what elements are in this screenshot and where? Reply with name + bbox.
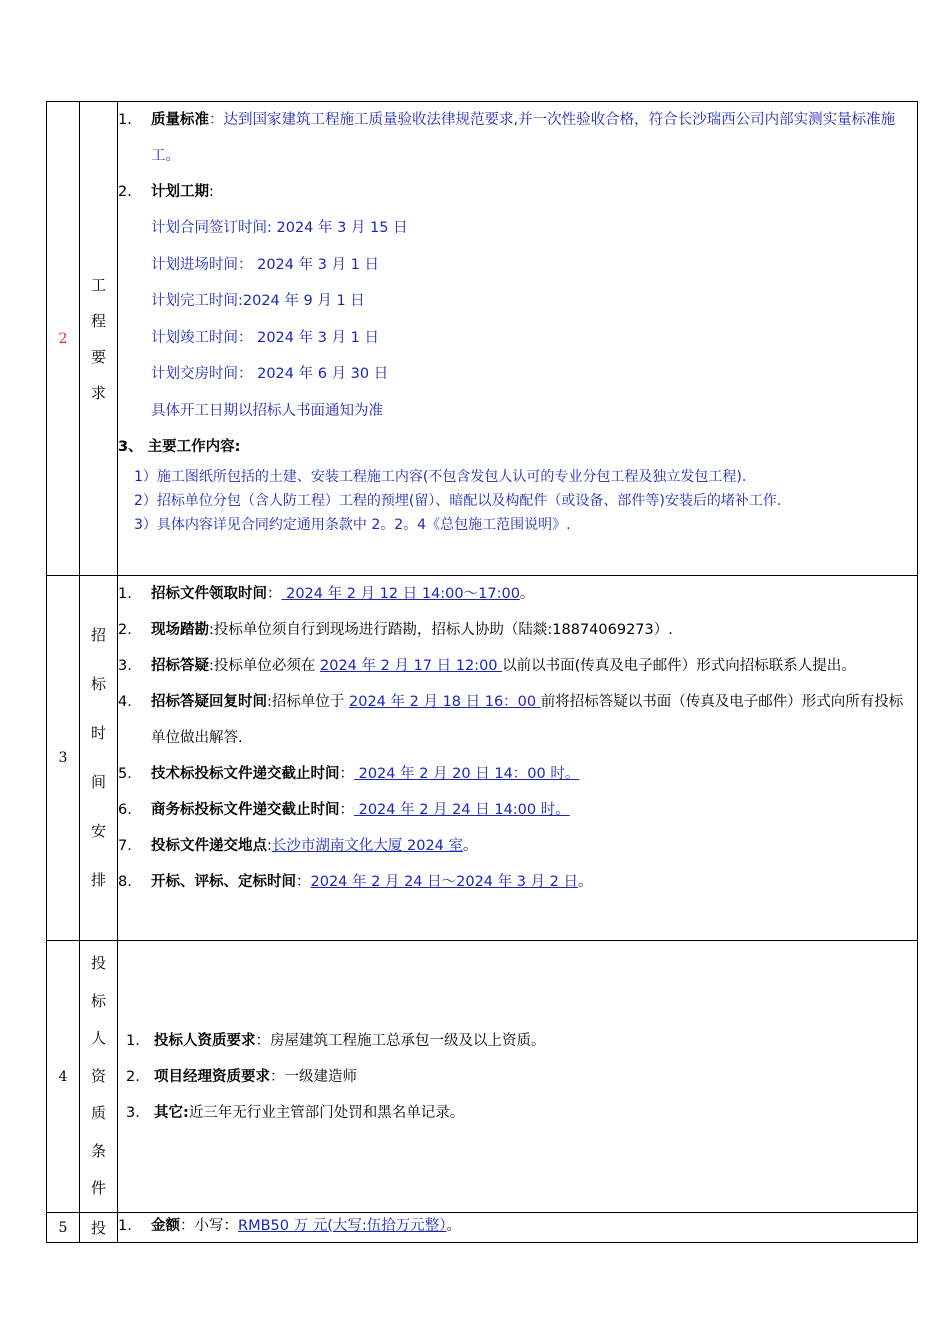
- link-text[interactable]: 2024 年 2 月 24 日 14:00 时。: [354, 802, 570, 818]
- table-row: [47, 1213, 918, 1243]
- link-text[interactable]: 2024 年 2 月 20 日 14：00 时。: [354, 766, 580, 782]
- list-item: 1. 金额：小写：RMB50 万 元(大写:伍拾万元整）。: [118, 1218, 461, 1234]
- row-number: 3: [47, 576, 80, 941]
- list-item: 6. 商务标投标文件递交截止时间： 2024 年 2 月 24 日 14:00 时。: [118, 802, 570, 818]
- row-category: 投标人资质条件: [90, 954, 106, 1198]
- list-item: 1. 投标人资质要求：房屋建筑工程施工总承包一级及以上资质。: [126, 1032, 546, 1049]
- list-item: 7. 投标文件递交地点:长沙市湖南文化大厦 2024 室。: [118, 838, 478, 854]
- schedule-line: 计划交房时间： 2024 年 6 月 30 日: [151, 366, 389, 382]
- row-number: 2: [47, 102, 80, 576]
- item-text: ：达到国家建筑工程施工质量验收法律规范要求,并一次性验收合格，符合长沙瑞西公司内部实测实量标准施工。: [151, 112, 896, 164]
- section-title: 3、 主要工作内容:: [118, 439, 241, 455]
- row-number: 4: [47, 941, 80, 1213]
- work-line: 1）施工图纸所包括的土建、安装工程施工内容(不包含发包人认可的专业分包工程及独立发包工程).: [134, 469, 747, 485]
- row-content: [118, 576, 918, 941]
- row-content: [118, 1213, 918, 1243]
- item-label: 质量标准: [151, 112, 209, 128]
- list-item: 2. 现场踏勘:投标单位须自行到现场进行踏勘，招标人协助（陆燚:18874069273）.: [118, 622, 673, 638]
- table-row: [47, 941, 918, 1213]
- list-item: 3. 其它:近三年无行业主管部门处罚和黑名单记录。: [126, 1104, 465, 1121]
- schedule-line: 计划进场时间： 2024 年 3 月 1 日: [151, 256, 380, 273]
- row-category: 招标时间安排: [90, 626, 106, 889]
- list-item: 3. 招标答疑:投标单位必须在 2024 年 2 月 17 日 12:00 以前以书面(传真及电子邮件）形式向招标联系人提出。: [118, 658, 856, 674]
- list-item: 2. 计划工期:: [118, 184, 214, 200]
- table-row: [47, 576, 918, 941]
- link-text[interactable]: 2024 年 2 月 18 日 16：00: [349, 694, 541, 710]
- work-line: 2）招标单位分包（含人防工程）工程的预埋(留）、暗配以及构配件（或设备、部件等)安装后的堵补工作.: [134, 493, 782, 509]
- row-category: 投: [90, 1218, 106, 1237]
- work-line: 3）具体内容详见合同约定通用条款中 2。2。4《总包施工范围说明》.: [134, 517, 571, 533]
- schedule-line: 计划竣工时间： 2024 年 3 月 1 日: [151, 329, 380, 346]
- tender-table: [46, 101, 918, 1243]
- item-text: :: [209, 184, 214, 200]
- list-item: 8. 开标、评标、定标时间：2024 年 2 月 24 日～2024 年 3 月 2 日。: [118, 874, 593, 890]
- link-text[interactable]: 长沙市湖南文化大厦 2024 室: [271, 838, 464, 854]
- link-text[interactable]: 2024 年 2 月 17 日 12:00: [320, 658, 503, 674]
- table-row: [47, 102, 918, 576]
- schedule-line: 计划合同签订时间: 2024 年 3 月 15 日: [151, 220, 408, 236]
- row-category: 工程要求: [90, 275, 106, 402]
- row-number: 5: [47, 1213, 80, 1243]
- list-item: 1. 质量标准：达到国家建筑工程施工质量验收法律规范要求,并一次性验收合格，符合长沙瑞西公司内部实测实量标准施工。: [118, 112, 896, 164]
- item-label: 计划工期: [151, 184, 209, 200]
- schedule-line: 计划完工时间:2024 年 9 月 1 日: [151, 293, 365, 309]
- link-text[interactable]: 2024 年 2 月 12 日 14:00～17:00: [281, 586, 520, 602]
- schedule-line: 具体开工日期以招标人书面通知为准: [151, 402, 383, 419]
- row-content: [118, 102, 918, 576]
- link-text[interactable]: 2024 年 2 月 24 日～2024 年 3 月 2 日: [310, 874, 579, 890]
- list-item: 5. 技术标投标文件递交截止时间： 2024 年 2 月 20 日 14：00 时。: [118, 766, 580, 782]
- list-item: 2. 项目经理资质要求：一级建造师: [126, 1068, 357, 1085]
- list-item: 1. 招标文件领取时间： 2024 年 2 月 12 日 14:00～17:00。: [118, 586, 535, 602]
- row-content: [118, 941, 918, 1213]
- link-text[interactable]: RMB50 万 元(大写:伍拾万元整）: [238, 1218, 447, 1234]
- list-item: 4. 招标答疑回复时间:招标单位于 2024 年 2 月 18 日 16：00 前将招标答疑以书面（传真及电子邮件）形式向所有投标单位做出解答.: [118, 694, 904, 746]
